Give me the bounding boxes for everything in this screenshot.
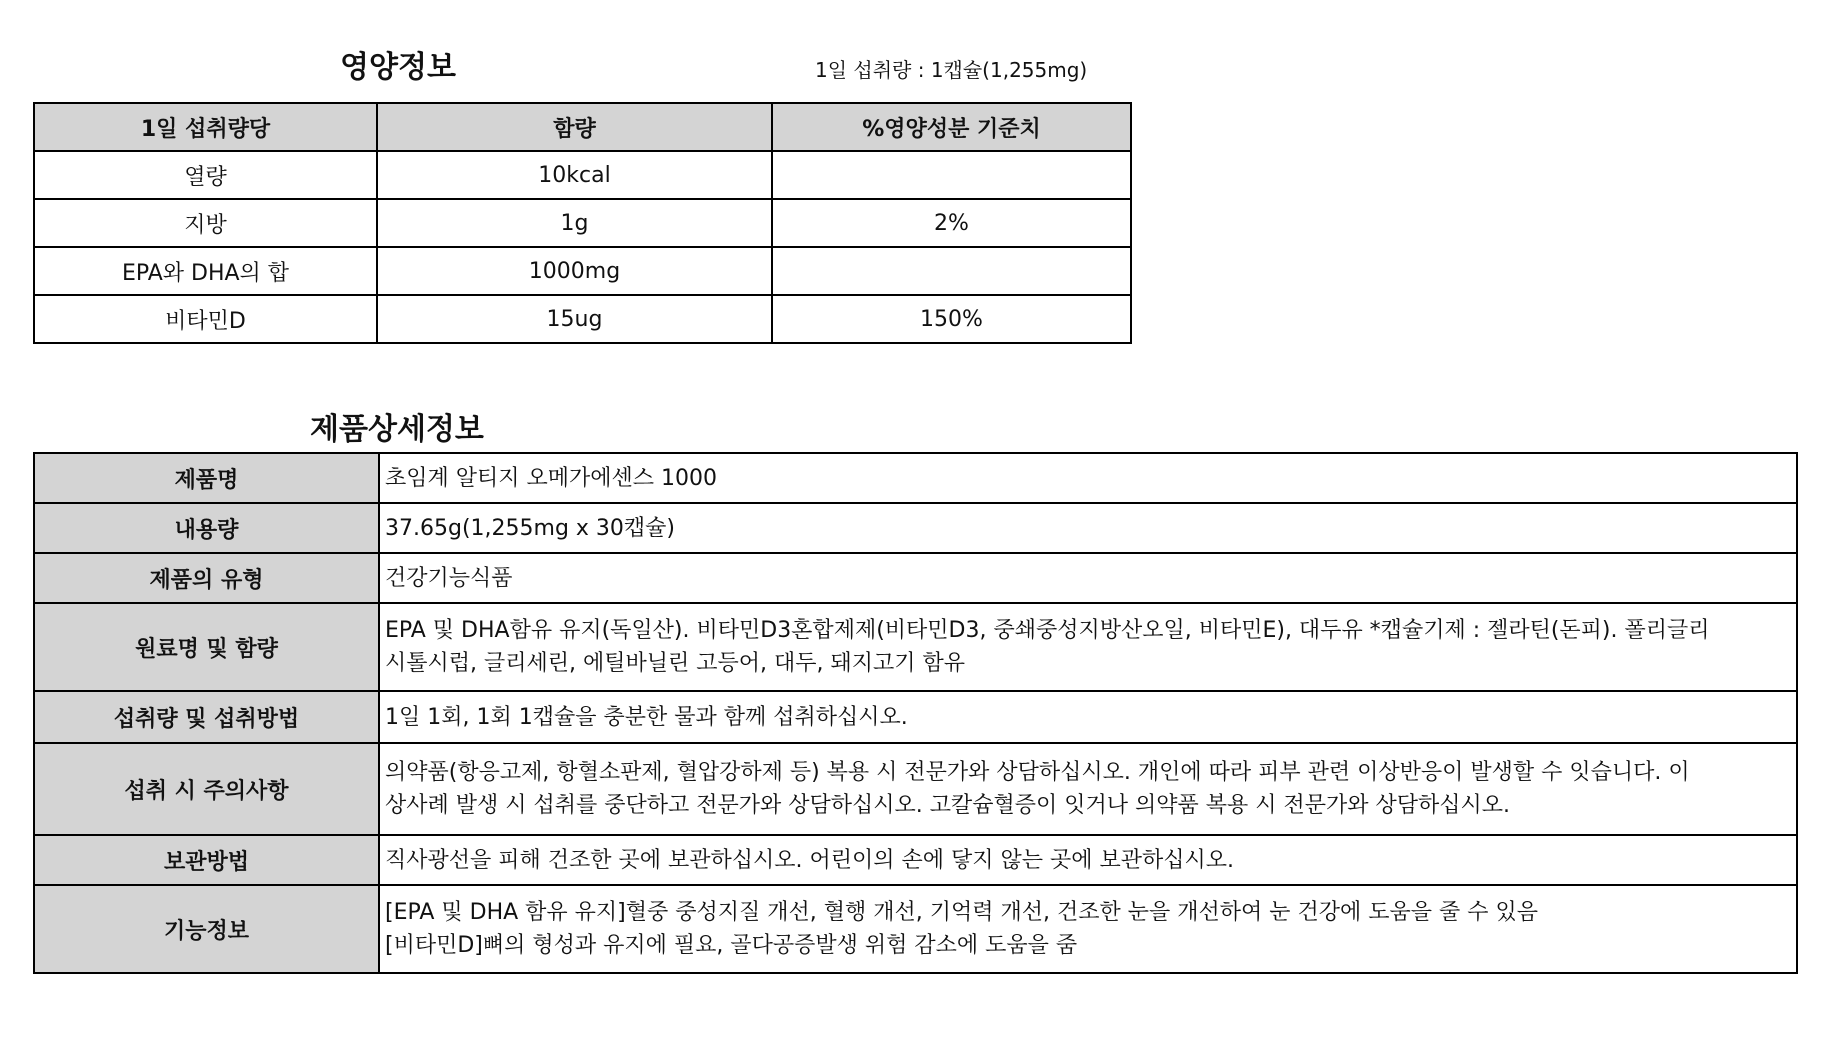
value-line: 직사광선을 피해 건조한 곳에 보관하십시오. 어린이의 손에 닿지 않는 곳에 보관하십시오. — [385, 847, 1234, 873]
nutrient-daily-value: 2% — [772, 199, 1131, 247]
value-line: 초임계 알티지 오메가에센스 1000 — [385, 465, 717, 491]
row-value — [379, 603, 1797, 691]
header-per-serving: 1일 섭취량당 — [34, 103, 377, 151]
nutrient-name: EPA와 DHA의 합 — [34, 247, 377, 295]
row-label: 제품의 유형 — [34, 553, 379, 603]
table-row — [34, 553, 1797, 603]
header-daily-value: %영양성분 기준치 — [772, 103, 1131, 151]
row-value — [379, 691, 1797, 743]
value-line: 1일 1회, 1회 1캡슐을 충분한 물과 함께 섭취하십시오. — [385, 704, 908, 730]
product-details-table — [33, 452, 1798, 974]
row-value — [379, 885, 1797, 973]
nutrient-amount: 1g — [377, 199, 772, 247]
value-line: 37.65g(1,255mg x 30캡슐) — [385, 515, 675, 541]
nutrient-amount: 15ug — [377, 295, 772, 343]
row-label: 기능정보 — [34, 885, 379, 973]
row-value — [379, 743, 1797, 835]
table-row — [34, 295, 1131, 343]
row-label: 내용량 — [34, 503, 379, 553]
nutrient-amount: 1000mg — [377, 247, 772, 295]
table-row — [34, 743, 1797, 835]
value-line: 상사례 발생 시 섭취를 중단하고 전문가와 상담하십시오. 고칼슘혈증이 잇거나 의약품 복용 시 전문가와 상담하십시오. — [385, 793, 1510, 818]
row-label: 원료명 및 함량 — [34, 603, 379, 691]
nutrition-title: 영양정보 — [340, 50, 456, 85]
row-value — [379, 553, 1797, 603]
header-amount: 함량 — [377, 103, 772, 151]
nutrient-name: 지방 — [34, 199, 377, 247]
value-line: 의약품(항응고제, 항혈소판제, 혈압강하제 등) 복용 시 전문가와 상담하십시오. 개인에 따라 피부 관련 이상반응이 발생할 수 잇습니다. 이 — [385, 760, 1690, 785]
serving-size: 1일 섭취량 : 1캡슐(1,255mg) — [815, 58, 1088, 82]
value-line: [EPA 및 DHA 함유 유지]혈중 중성지질 개선, 혈행 개선, 기억력 개선, 건조한 눈을 개선하여 눈 건강에 도움을 줄 수 있음 — [385, 900, 1538, 925]
value-line: EPA 및 DHA함유 유지(독일산). 비타민D3혼합제제(비타민D3, 중쇄중성지방산오일, 비타민E), 대두유 *캡슐기제 : 젤라틴(돈피). 폴리글리 — [385, 618, 1710, 643]
row-label: 섭취 시 주의사항 — [34, 743, 379, 835]
nutrient-daily-value — [772, 247, 1131, 295]
nutrition-header-row — [34, 103, 1131, 151]
row-value — [379, 503, 1797, 553]
table-row — [34, 199, 1131, 247]
table-row — [34, 885, 1797, 973]
nutrient-name: 비타민D — [34, 295, 377, 343]
table-row — [34, 453, 1797, 503]
value-line: 건강기능식품 — [385, 565, 513, 591]
product-details-title: 제품상세정보 — [310, 412, 484, 447]
nutrient-name: 열량 — [34, 151, 377, 199]
table-row — [34, 151, 1131, 199]
row-value — [379, 453, 1797, 503]
table-row — [34, 503, 1797, 553]
value-line: 시톨시럽, 글리세린, 에틸바닐린 고등어, 대두, 돼지고기 함유 — [385, 651, 965, 676]
nutrition-table — [33, 102, 1132, 344]
table-row — [34, 247, 1131, 295]
row-label: 섭취량 및 섭취방법 — [34, 691, 379, 743]
nutrient-daily-value: 150% — [772, 295, 1131, 343]
table-row — [34, 835, 1797, 885]
table-row — [34, 603, 1797, 691]
value-line: [비타민D]뼈의 형성과 유지에 필요, 골다공증발생 위험 감소에 도움을 줌 — [385, 933, 1078, 958]
row-label: 보관방법 — [34, 835, 379, 885]
nutrient-amount: 10kcal — [377, 151, 772, 199]
row-label: 제품명 — [34, 453, 379, 503]
table-row — [34, 691, 1797, 743]
nutrient-daily-value — [772, 151, 1131, 199]
row-value — [379, 835, 1797, 885]
